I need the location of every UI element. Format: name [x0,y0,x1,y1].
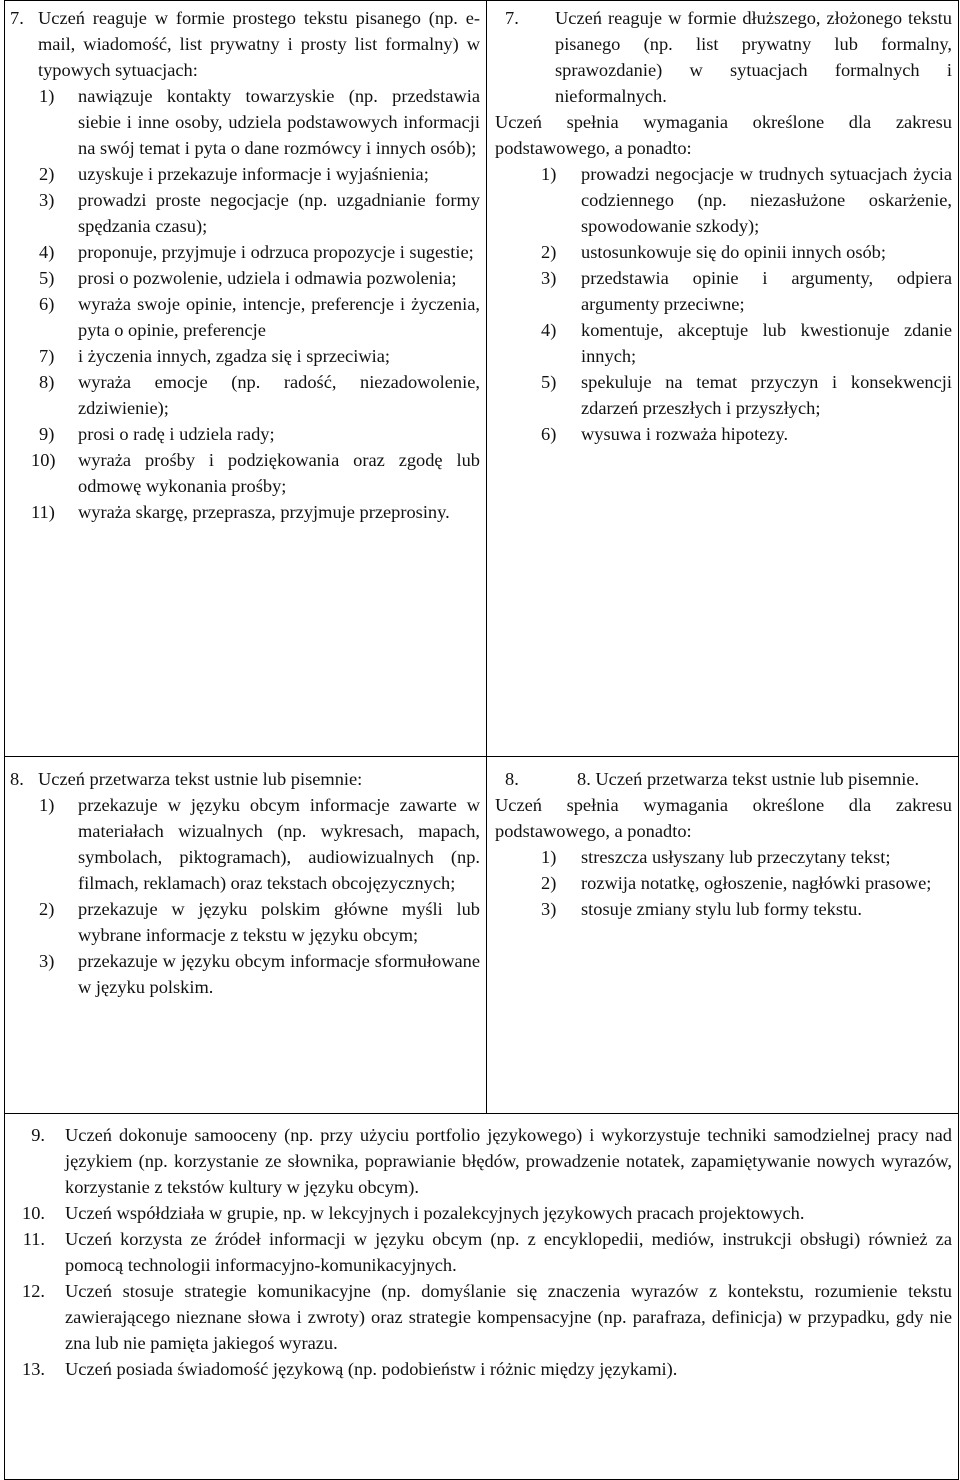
item-text: przekazuje w języku polskim główne myśli lub wybrane informacje z tekstu w języku obcym; [78,899,480,945]
section-7-basic-cell [5,1,487,757]
requirements-table [4,0,959,1480]
item-number: 6) [39,294,55,314]
section-heading [9,766,480,792]
list-item [39,239,480,265]
intro-text: Uczeń spełnia wymagania określone dla zakresu podstawowego, a ponadto: [495,112,952,158]
item-text: Uczeń dokonuje samooceny (np. przy użyciu portfolio językowego) i wykorzystuje techniki samodzielnej pracy nad językiem (np. korzystanie ze słownika, poprawianie błędów, prowadzenie notatek, zapamiętywanie nowych wyrazów, korzystanie z tekstów kultury w języku obcym). [65,1125,952,1197]
requirement-item [9,1226,952,1278]
item-number: 1) [39,795,55,815]
item-text: streszcza usłyszany lub przeczytany tekst; [581,847,891,867]
section-heading-text: 8. Uczeń przetwarza tekst ustnie lub pisemnie. [577,769,920,789]
item-number: 1) [39,86,55,106]
item-number: 11) [31,502,55,522]
list-item [39,948,480,1000]
item-number: 4) [541,320,557,340]
item-number: 10. [22,1203,45,1223]
item-text: przekazuje w języku obcym informacje zawarte w materiałach wizualnych (np. wykresach, mapach, symbolach, piktogramach), audiowizualnych (np. filmach, reklamach) oraz tekstach obcojęzycznych; [78,795,480,893]
list-item [541,369,952,421]
list-item [39,83,480,161]
item-number: 12. [22,1281,45,1301]
item-text: wyraża prośby i podziękowania oraz zgodę lub odmowę wykonania prośby; [78,450,480,496]
item-text: Uczeń stosuje strategie komunikacyjne (np. domyślanie się znaczenia wyrazów z kontekstu, rozumienie tekstu zawierającego nieznane słowa i zwroty) oraz strategie kompensacyjne (np. parafraza, definicja) w przypadku, gdy nie zna lub nie pamięta jakiegoś wyrazu. [65,1281,952,1353]
item-number: 9) [39,424,55,444]
item-number: 1) [541,847,557,867]
item-number: 11. [22,1229,45,1249]
list-item [541,265,952,317]
list-item [31,447,480,499]
intro-text: Uczeń spełnia wymagania określone dla zakresu podstawowego, a ponadto: [495,795,952,841]
list-item [39,896,480,948]
item-number: 3) [541,268,557,288]
item-text: wyraża swoje opinie, intencje, preferencje i życzenia, pyta o opinie, preferencje [78,294,480,340]
list-item [39,187,480,239]
item-text: prowadzi proste negocjacje (np. uzgadnianie formy spędzania czasu); [78,190,480,236]
item-text: wysuwa i rozważa hipotezy. [581,424,789,444]
item-number: 10) [31,450,56,470]
section-8-row [5,757,959,1114]
list-item [541,896,952,922]
item-text: rozwija notatkę, ogłoszenie, nagłówki prasowe; [581,873,932,893]
section-8-extended-cell [487,757,959,1114]
item-number: 2) [541,873,557,893]
section-7-row [5,1,959,757]
item-text: prowadzi negocjacje w trudnych sytuacjach życia codziennego (np. niezasłużone oskarżenie, spowodowanie szkody); [581,164,952,236]
item-number: 3) [541,899,557,919]
section-number: 7. [10,8,24,28]
list-item [39,161,480,187]
item-number: 6) [541,424,557,444]
item-number: 7) [39,346,55,366]
item-text: prosi o pozwolenie, udziela i odmawia pozwolenia; [78,268,457,288]
item-text: Uczeń współdziała w grupie, np. w lekcyjnych i pozalekcyjnych językowych pracach projektowych. [65,1203,805,1223]
section-8-basic-cell [5,757,487,1114]
item-text: i życzenia innych, zgadza się i sprzeciwia; [78,346,390,366]
section-heading-text: Uczeń przetwarza tekst ustnie lub pisemnie: [38,769,363,789]
item-number: 8) [39,372,55,392]
list-item [541,317,952,369]
list-item [39,792,480,896]
item-number: 5) [541,372,557,392]
item-number: 3) [39,951,55,971]
item-number: 5) [39,268,55,288]
item-text: komentuje, akceptuje lub kwestionuje zdanie innych; [581,320,952,366]
item-number: 3) [39,190,55,210]
list-item [39,291,480,343]
item-number: 13. [22,1359,45,1379]
section-heading [491,766,952,792]
item-number: 2) [541,242,557,262]
sections-9-13-row [5,1114,959,1480]
sections-9-13-cell [5,1114,959,1480]
item-text: stosuje zmiany stylu lub formy tekstu. [581,899,862,919]
list-item [541,161,952,239]
list-item [541,870,952,896]
item-text: ustosunkowuje się do opinii innych osób; [581,242,886,262]
item-text: wyraża skargę, przeprasza, przyjmuje przeprosiny. [78,502,450,522]
list-item [39,421,480,447]
item-number: 4) [39,242,55,262]
item-text: spekuluje na temat przyczyn i konsekwencji zdarzeń przeszłych i przyszłych; [581,372,952,418]
requirement-item [9,1356,952,1382]
item-text: wyraża emocje (np. radość, niezadowolenie, zdziwienie); [78,372,480,418]
item-text: Uczeń posiada świadomość językową (np. podobieństw i różnic między językami). [65,1359,678,1379]
item-text: nawiązuje kontakty towarzyskie (np. przedstawia siebie i inne osoby, udziela podstawowych informacji na swój temat i pyta o dane rozmówcy i innych osób); [78,86,480,158]
list-item [31,499,480,525]
list-item [39,265,480,291]
list-item [39,369,480,421]
requirement-item [9,1278,952,1356]
item-number: 1) [541,164,557,184]
item-number: 9. [31,1125,45,1145]
requirement-item [9,1122,952,1200]
list-item [541,239,952,265]
section-number: 7. [505,8,519,28]
requirement-item [9,1200,952,1226]
section-number: 8. [505,769,519,789]
item-number: 2) [39,899,55,919]
item-text: proponuje, przyjmuje i odrzuca propozycje i sugestie; [78,242,474,262]
section-heading-text: Uczeń reaguje w formie prostego tekstu pisanego (np. e-mail, wiadomość, list prywatny i prosty list formalny) w typowych sytuacjach: [38,8,480,80]
item-text: prosi o radę i udziela rady; [78,424,275,444]
item-text: uzyskuje i przekazuje informacje i wyjaśnienia; [78,164,429,184]
section-number: 8. [10,769,24,789]
section-heading [491,5,952,109]
item-number: 2) [39,164,55,184]
list-item [541,844,952,870]
item-text: przedstawia opinie i argumenty, odpiera argumenty przeciwne; [581,268,952,314]
list-item [541,421,952,447]
section-heading [9,5,480,83]
section-heading-text: Uczeń reaguje w formie dłuższego, złożonego tekstu pisanego (np. list prywatny lub formalny, sprawozdanie) w sytuacjach formalnych i nieformalnych. [555,8,952,106]
list-item [39,343,480,369]
item-text: Uczeń korzysta ze źródeł informacji w języku obcym (np. z encyklopedii, mediów, instrukcji obsługi) również za pomocą technologii informacyjno-komunikacyjnych. [65,1229,952,1275]
item-text: przekazuje w języku obcym informacje sformułowane w języku polskim. [78,951,480,997]
section-7-extended-cell [487,1,959,757]
